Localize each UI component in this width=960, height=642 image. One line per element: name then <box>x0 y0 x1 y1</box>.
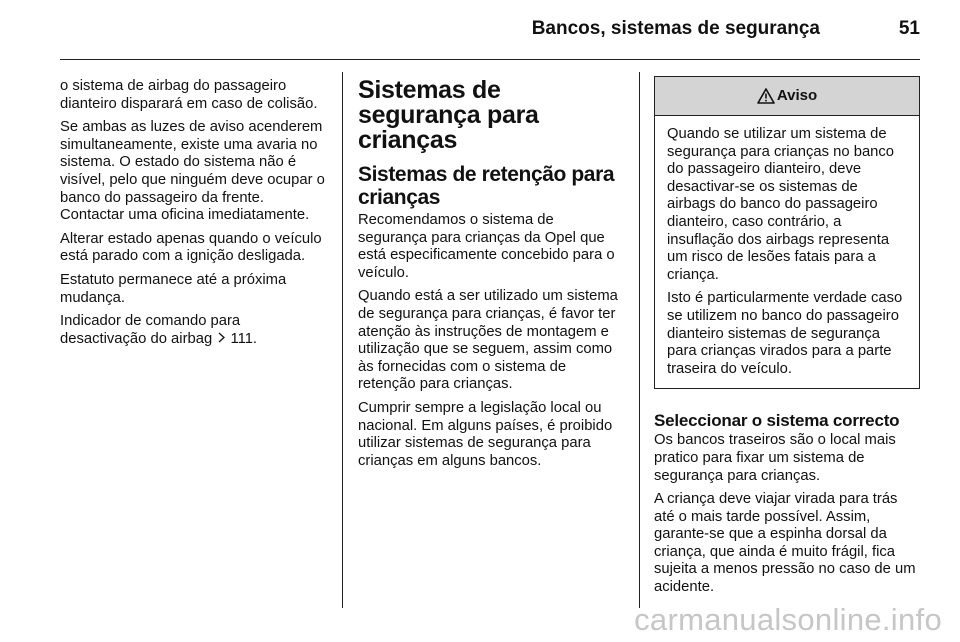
warning-triangle-icon <box>757 88 775 104</box>
paragraph: Alterar estado apenas quando o veículo está parado com a ignição desligada. <box>60 230 322 265</box>
page-reference-arrow-icon[interactable] <box>216 331 226 349</box>
page-header-title: Bancos, sistemas de segurança <box>531 18 820 39</box>
paragraph: Recomendamos o sistema de segurança para crianças da Opel que está especificamente concebido para o veículo. <box>358 212 615 281</box>
subsection-heading: Seleccionar o sistema correcto <box>654 411 900 431</box>
warning-title: Aviso <box>776 87 818 105</box>
column-divider-left <box>342 72 343 608</box>
page-number: 51 <box>898 18 920 39</box>
warning-paragraph: Isto é particularmente verdade caso se utilizem no banco do passageiro dianteiro sistemas de segurança para crianças virados para a parte traseira do veículo. <box>667 290 903 377</box>
subsection-heading: Sistemas de retenção para crianças <box>358 163 615 209</box>
page-reference-link[interactable]: 111. <box>230 330 258 347</box>
paragraph-with-reference <box>60 313 328 348</box>
paragraph: Quando está a ser utilizado um sistema de segurança para crianças, é favor ter atenção às instruções de montagem e utilização que se seguem, assim como às fornecidas com o sistema de retenção para crianças. <box>358 288 618 393</box>
paragraph: Cumprir sempre a legislação local ou nacional. Em alguns países, é proibido utilizar sistemas de segurança para crianças em alguns bancos. <box>358 399 613 469</box>
column-left <box>60 78 328 354</box>
column-right <box>654 78 920 603</box>
watermark: carmanualsonline.info <box>634 602 942 637</box>
column-divider-right <box>639 72 640 608</box>
paragraph: Se ambas as luzes de aviso acenderem simultaneamente, existe uma avaria no sistema. O estado do sistema não é visível, pelo que ninguém deve ocupar o banco do passageiro da frente. Contactar uma oficina imediatamente. <box>60 119 325 224</box>
paragraph-text: Indicador de comando para desactivação do airbag <box>60 313 241 347</box>
paragraph: o sistema de airbag do passageiro dianteiro disparará em caso de colisão. <box>60 78 318 112</box>
section-heading: Sistemas de segurança para crianças <box>358 76 539 154</box>
warning-body <box>655 116 919 388</box>
column-middle <box>358 78 624 476</box>
warning-paragraph: Quando se utilizar um sistema de segurança para crianças no banco do passageiro dianteiro, deve desactivar-se os sistemas de airbags do banco do passageiro dianteiro, caso contrário, a insuflação dos airbags representa um risco de lesões fatais para a criança. <box>667 126 895 283</box>
paragraph: Os bancos traseiros são o local mais pratico para fixar um sistema de segurança para crianças. <box>654 432 896 484</box>
paragraph: Estatuto permanece até a próxima mudança. <box>60 271 287 306</box>
paragraph: A criança deve viajar virada para trás até o mais tarde possível. Assim, garante-se que a espinha dorsal da criança, que ainda é muito frágil, fica sujeita a menos pressão no caso de um acidente. <box>654 491 916 596</box>
warning-box <box>654 76 920 389</box>
header-rule <box>60 59 920 60</box>
warning-header <box>655 77 919 116</box>
